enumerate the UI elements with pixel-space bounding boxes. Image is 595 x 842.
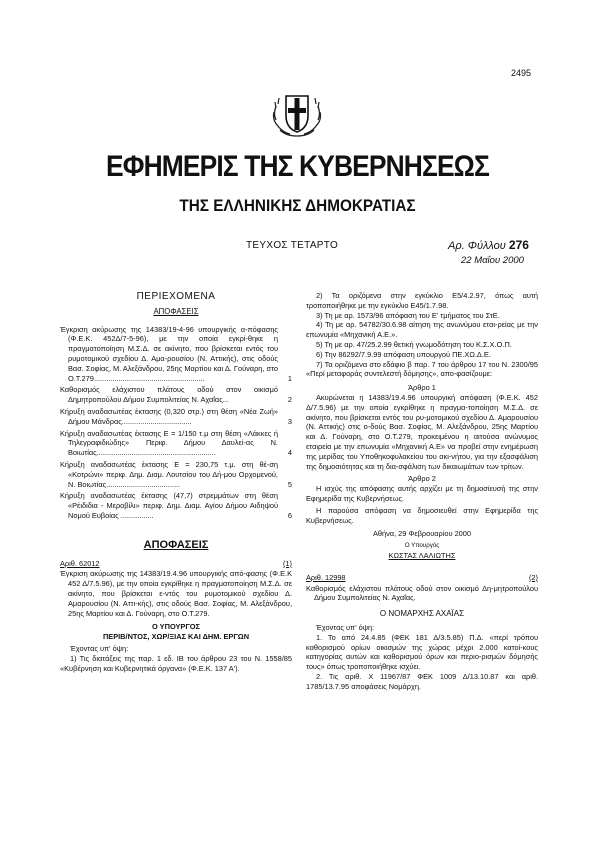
point: 6) Την 86292/7.9.99 απόφαση υπουργού ΠΕ.ΧΩ.Δ.Ε. [316,349,491,359]
point: 1. Το από 24.4.85 (ΦΕΚ 181 Δ/3.5.85) Π.Δ. «περί τρόπου καθορισμού ορίων οικισμών της χώρας μέχρι 2.000 κατοί-κους κατηγορίας αυτών και καθορισμού όρων και περιο-ρισμών δόμησής τους» όπως τροποποιήθηκε ισχύει. [306,632,538,672]
point: 7) Τα οριζόμενα στο εδάφιο β παρ. 7 του άρθρου 17 του Ν. 2300/95 «Περί μεταφοράς συντελεστή δόμησης», απο-φασίζουμε: [306,359,538,379]
signature-label: Ο Υπουργός [404,542,440,550]
decision-ref [60,559,292,569]
decisions-heading: ΑΠΟΦΑΣΕΙΣ [143,538,209,551]
toc-item[interactable] [60,460,292,489]
sheet-number-label [448,238,529,252]
toc-item-text: Καθορισμός ελάχιστου πλάτους οδού στον οικισμό Δημητροπούλου Δήμου Συμπολιτείας Ν. Αχαΐας... [60,385,278,405]
toc-item-page: 6 [287,510,292,520]
toc-subheading: ΑΠΟΦΑΣΕΙΣ [153,306,199,316]
toc-item-page: 1 [287,373,292,383]
greek-coat-of-arms-icon [270,86,324,140]
having-regard: Έχοντας υπ' όψη: [316,622,375,632]
toc-heading: ΠΕΡΙΕΧΟΜΕΝΑ [136,291,216,302]
publication-note: Η παρούσα απόφαση να δημοσιευθεί στην Εφημερίδα της Κυβερνήσεως. [306,505,538,525]
having-regard: Έχοντας υπ' όψη: [70,643,129,653]
toc-item-page: 4 [287,448,292,458]
prefect-title: Ο ΝΟΜΑΡΧΗΣ ΑΧΑΪΑΣ [379,609,465,619]
toc-item-text: Κήρυξη αναδασωτέας έκτασης Ε = 1/150 τ.μ στη θέση «Λάκκες ή Τηλεγραφιδιώδης» Περιφ. Δήμου Δαυλεί-ας Ν. Βοιωτίας.......................................................... [60,428,278,458]
point: 3) Τη με αρ. 1573/96 απόφαση του Ε' τμήματος του ΣτΕ. [316,310,500,320]
toc-item-text: Κήρυξη αναδασωτέας έκτασης (0,320 στρ.) στη θέση «Νέα Ζωή» Δήμου Μάνδρας.................................. [60,406,278,426]
ref-tag: (2) [528,572,538,582]
gazette-subtitle: ΤΗΣ ΕΛΛΗΝΙΚΗΣ ΔΗΜΟΚΡΑΤΙΑΣ [179,196,416,215]
toc-item[interactable] [60,491,292,520]
decision-summary: Καθορισμός ελάχιστου πλάτους οδού στον οικισμό Δη-μητροπούλου Δήμου Συμπολιτείας Ν. Αχαΐας. [306,583,538,603]
issue-label: ΤΕΥΧΟΣ ΤΕΤΑΡΤΟ [246,240,339,251]
toc-item[interactable] [60,407,292,427]
toc-item-page: 3 [287,416,292,426]
ministry-name: ΠΕΡΙΒ/ΝΤΟΣ, ΧΩΡ/ΞΙΑΣ ΚΑΙ ΔΗΜ. ΕΡΓΩΝ [102,632,250,642]
point: 5) Τη με αρ. 47/25.2.99 θετική γνωμοδότηση του Κ.Σ.Χ.Ο.Π. [316,339,512,349]
toc-item-text: Έγκριση ακύρωσης της 14383/19-4-96 υπουργικής α-πόφασης (Φ.Ε.Κ. 452Δ/7-5-96), με την οποία εγκρί-θηκε η πραγματοποίηση Μ.Σ.Δ. σε ακίνητο, που βρίσκεται εντός του ρυμοτομικού σχεδίου Δ. Αμα-ρουσίου (Ν. Αττικής), στις οδούς Βασ. Σοφίας, Μ. Αλεξάνδρου, 25ης Μαρτίου και Δ. Γούναρη, στο Ο.Τ.279...................................................... [60,324,278,383]
point: 2) Τα οριζόμενα στην εγκύκλιο Ε5/4.2.97, όπως αυτή τροποποιήθηκε με την εγκύκλιο Ε45/1.7.98. [306,291,538,310]
point: 4) Τη με αρ. 54782/30.6.98 αίτηση της ανωνύμου εται-ρείας με την επωνυμία «Μηχανική Α.Ε.». [306,320,538,340]
toc-item[interactable] [60,385,292,405]
article-title: Άρθρο 1 [408,383,436,393]
toc-item[interactable] [60,429,292,458]
point: 1) Τις διατάξεις της παρ. 1 εδ. ΙΒ του άρθρου 23 του Ν. 1558/85 «Κυβέρνηση και Κυβερνητικά όργανα» (Φ.Ε.Κ. 137 Α'). [60,653,292,673]
toc-item-text: Κήρυξη αναδασωτέας έκτασης Ε = 230,75 τ.μ. στη θέ-ση «Κοτρώνι» περιφ. Δημ. Διαμ. Λουτσίου του Δή-μου Ορχομενού, Ν. Βοιωτίας.................................... [60,459,278,489]
toc-item[interactable] [60,325,292,384]
signatory-name: ΚΩΣΤΑΣ ΛΑΛΙΩΤΗΣ [388,550,456,560]
toc-item-page: 2 [287,395,292,405]
article-text: Η ισχύς της απόφασης αυτής αρχίζει με τη δημοσίευσή της στην Εφημερίδα της Κυβερνήσεως. [306,484,538,503]
ref-tag: (1) [282,558,292,568]
article-title: Άρθρο 2 [408,474,436,484]
minister-title: Ο ΥΠΟΥΡΓΟΣ [152,622,200,632]
left-column [60,292,292,673]
page-number: 2495 [511,68,532,78]
sheet-label: Αρ. Φύλλου [448,240,506,252]
ref-number: Αριθ. 12998 [306,572,346,582]
point: 2. Τις αριθ. Χ 11967/87 ΦΕΚ 1009 Δ/13.10.87 και αριθ. 1785/13.7.95 αποφάσεις Νομάρχη. [306,671,538,691]
article-text: Ακυρώνεται η 14383/19.4.96 υπουργική απόφαση (Φ.Ε.Κ. 452 Δ/7.5.96) με την οποία εγκρίθηκε η πραγμα-τοποίηση Μ.Σ.Δ. σε ακίνητο, που βρίσκεται εντός του ρυ-μοτομικού σχεδίου Δ. Αμαρουσίου (Ν. Αττικής) στις ο-δούς Βασ. Σοφίας, Μ. Αλεξάνδρου, 25ης Μαρτίου και Δ. Γούναρη, στο Ο.Τ.279, προκειμένου η αιτούσα ανώνυμος εταιρεία με την επωνυμία «Μηχανική Α.Ε» να προβεί στην ενημέρωση της μερίδας του Υποθηκοφυλακείου του ακι-νήτου, για την εξασφάλιση της δημοσιότητας και τη δια-σφάλιση των δικαιωμάτων των τρίτων. [306,392,538,471]
ref-number: Αριθ. 62012 [60,558,100,568]
decision-ref [306,573,538,583]
place-date: Αθήνα, 29 Φεβρουαρίου 2000 [372,529,472,539]
sheet-number: 276 [508,238,529,252]
toc-item-page: 5 [287,479,292,489]
toc-item-text: Κήρυξη αναδασωτέας έκτασης (47,7) στρεμμάτων στη θέση «Ρέιδιδια - Μεροβίλι» περιφ. Δημ. Διαμ. Αγίου Δήμου Αιδηψού Νομού Ευβοίας ................ [60,491,278,520]
issue-date: 22 Μαΐου 2000 [461,255,524,266]
decision-summary: Έγκριση ακύρωσης της 14383/19.4.96 υπουργικής από-φασης (Φ.Ε.Κ 452 Δ/7.5.96), με την οποία εγκρίθηκε η πραγματοποίηση Μ.Σ.Δ. σε ακίνητο, που βρίσκεται ε-ντός του ρυμοτομικού σχεδίου Δ. Αμαρουσίου (Ν. Αττι-κής), στις οδούς Βασ. Σοφίας, Μ. Αλεξάνδρου, 25ης Μαρτίου και Δ. Γούναρη, στο Ο.Τ.279. [60,569,292,618]
right-column [306,291,538,691]
gazette-title: ΕΦΗΜΕΡΙΣ ΤΗΣ ΚΥΒΕΡΝΗΣΕΩΣ [106,150,489,183]
